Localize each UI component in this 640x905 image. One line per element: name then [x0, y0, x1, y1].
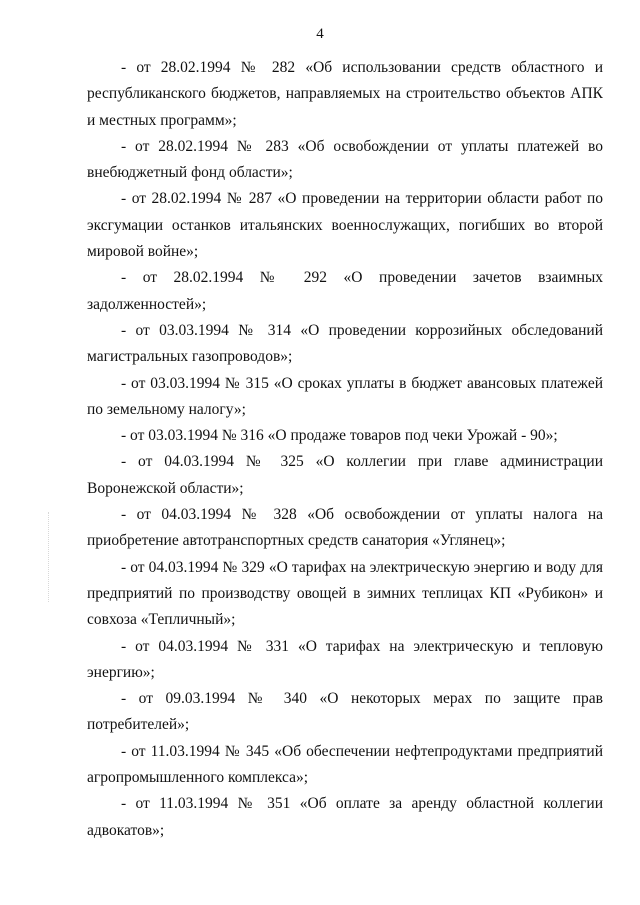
- list-item-text: - от 04.03.1994 № 331 «О тарифах на электрическую и тепловую энергию»;: [87, 637, 603, 681]
- list-item: [87, 686, 603, 739]
- list-item-text: - от 11.03.1994 № 351 «Об оплате за аренду областной коллегии адвокатов»;: [87, 795, 603, 839]
- list-item: [87, 634, 603, 687]
- margin-mark: [48, 512, 50, 602]
- list-item: [87, 423, 603, 449]
- list-item-text: - от 28.02.1994 № 292 «О проведении зачетов взаимных задолженностей»;: [87, 269, 603, 313]
- list-item: [87, 739, 603, 792]
- list-item-text: - от 28.02.1994 № 287 «О проведении на территории области работ по эксгумации останков итальянских военнослужащих, погибших во второй мировой войне»;: [87, 190, 603, 261]
- list-item-text: - от 04.03.1994 № 325 «О коллегии при главе администрации Воронежской области»;: [87, 453, 603, 497]
- list-item: [87, 791, 603, 844]
- list-item-text: - от 04.03.1994 № 328 «Об освобождении от уплаты налога на приобретение автотранспортных средств санатория «Углянец»;: [87, 506, 603, 550]
- list-item: [87, 265, 603, 318]
- list-item-text: - от 03.03.1994 № 316 «О продаже товаров под чеки Урожай - 90»;: [121, 427, 558, 445]
- list-item-text: - от 03.03.1994 № 314 «О проведении коррозийных обследований магистральных газопроводов»;: [87, 321, 603, 366]
- list-item: [87, 371, 603, 424]
- decree-list: [87, 55, 603, 844]
- list-item-text: - от 28.02.1994 № 283 «Об освобождении от уплаты платежей во внебюджетный фонд области»;: [87, 137, 603, 182]
- list-item: [87, 318, 603, 371]
- list-item-text: - от 04.03.1994 № 329 «О тарифах на электрическую энергию и воду для предприятий по производству овощей в зимних теплицах КП «Рубикон» и совхоза «Тепличный»;: [87, 558, 603, 629]
- page-number: 4: [316, 26, 324, 42]
- list-item-text: - от 11.03.1994 № 345 «Об обеспечении нефтепродуктами предприятий агропромышленного комплекса»;: [87, 742, 603, 787]
- list-item-text: - от 28.02.1994 № 282 «Об использовании средств областного и республиканского бюджетов, направляемых на строительство объектов АПК и местных программ»;: [87, 59, 603, 129]
- list-item: [87, 186, 603, 265]
- list-item-text: - от 03.03.1994 № 315 «О сроках уплаты в бюджет авансовых платежей по земельному налогу»;: [87, 374, 603, 418]
- list-item: [87, 134, 603, 187]
- list-item: [87, 55, 603, 134]
- list-item: [87, 449, 603, 502]
- list-item: [87, 502, 603, 555]
- list-item: [87, 555, 603, 634]
- list-item-text: - от 09.03.1994 № 340 «О некоторых мерах по защите прав потребителей»;: [87, 690, 603, 734]
